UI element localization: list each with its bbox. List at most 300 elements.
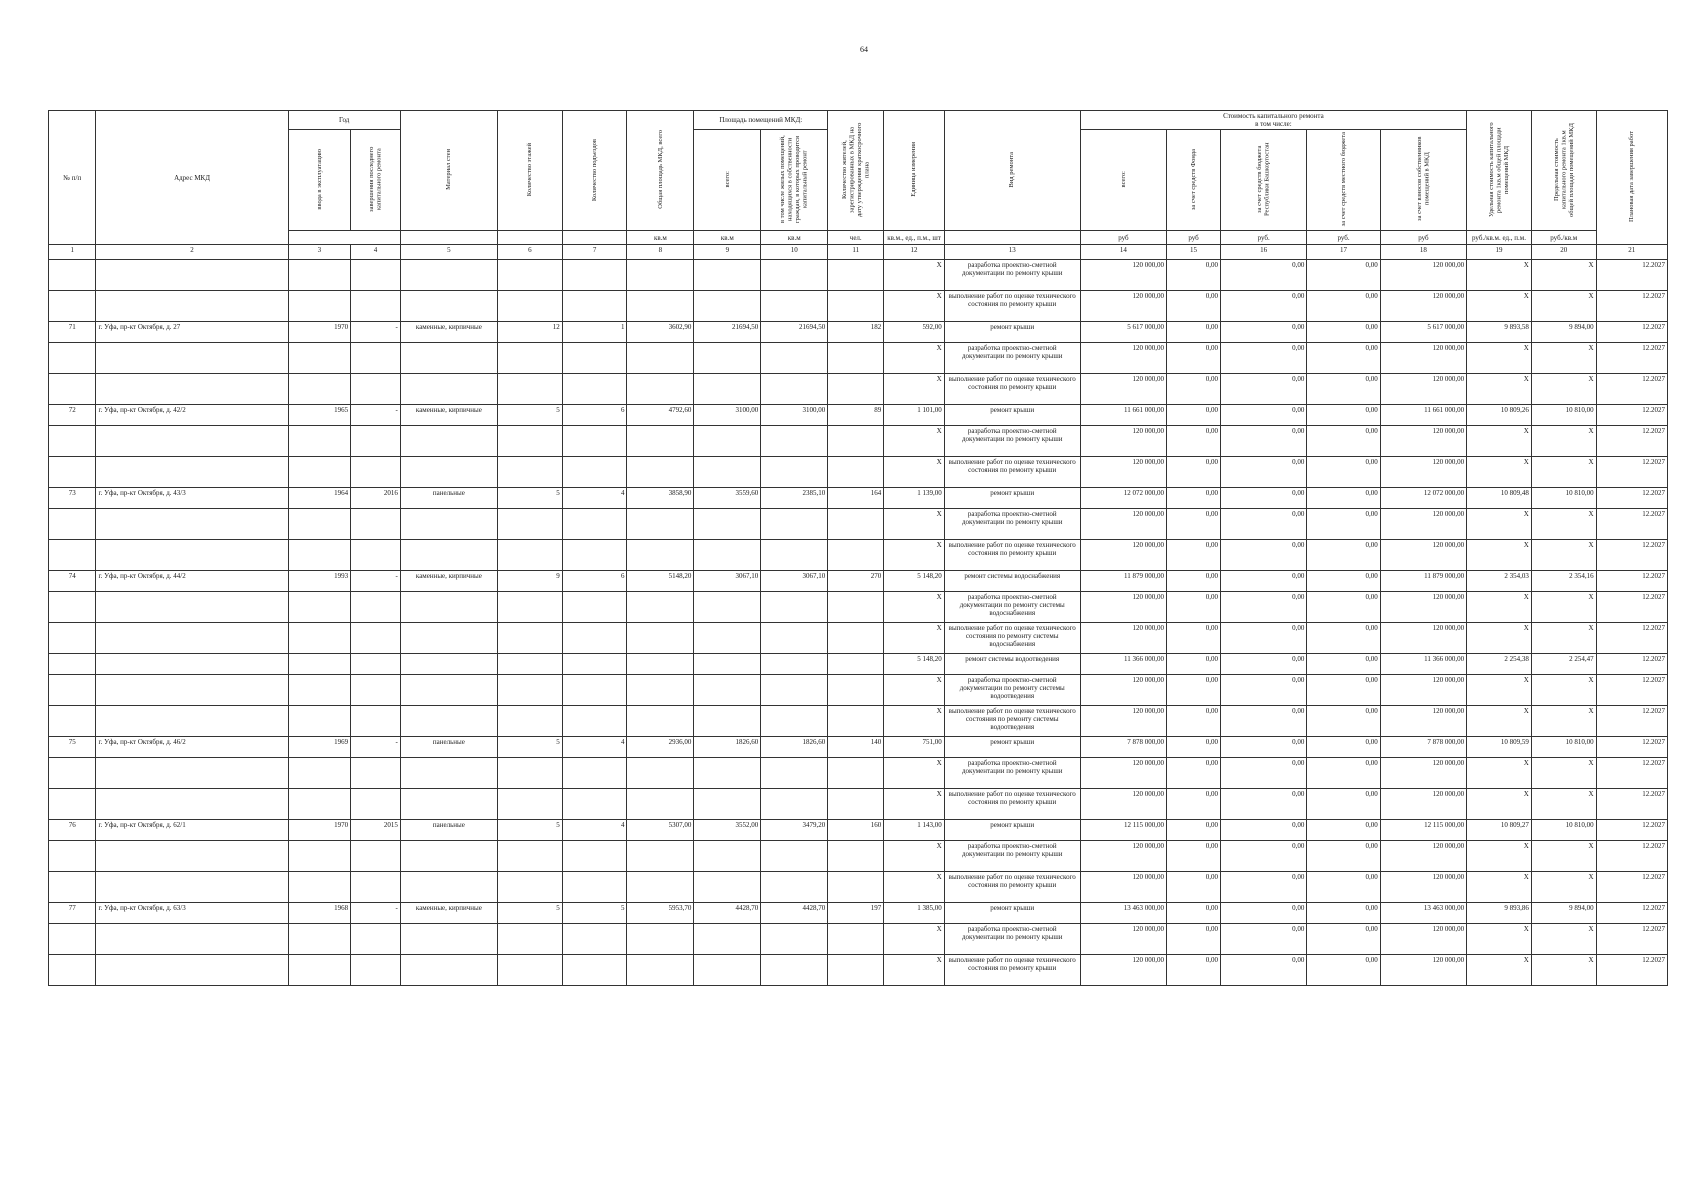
- row-work-type: разработка проектно-сметной документации по ремонту крыши: [944, 758, 1080, 789]
- row-area-all: 3067,10: [694, 571, 761, 592]
- row-specific-cost: X: [1467, 841, 1532, 872]
- row-total-area: [627, 789, 694, 820]
- table-row: [49, 260, 1668, 291]
- row-cost-owners: 11 366 000,00: [1380, 654, 1466, 675]
- row-deadline: 12.2027: [1596, 322, 1667, 343]
- row-deadline: 12.2027: [1596, 737, 1667, 758]
- row-cost-republic: 0,00: [1221, 820, 1307, 841]
- row-residents: [828, 841, 884, 872]
- row-entrances: [562, 675, 627, 706]
- row-num: [49, 872, 96, 903]
- row-deadline: 12.2027: [1596, 374, 1667, 405]
- row-cost-republic: 0,00: [1221, 841, 1307, 872]
- row-max-cost: X: [1531, 426, 1596, 457]
- row-cost-total: 11 879 000,00: [1080, 571, 1166, 592]
- row-num: [49, 841, 96, 872]
- row-unit: X: [884, 260, 944, 291]
- row-max-cost: 10 810,00: [1531, 737, 1596, 758]
- row-max-cost: X: [1531, 758, 1596, 789]
- row-work-type: ремонт крыши: [944, 820, 1080, 841]
- row-total-area: [627, 260, 694, 291]
- row-specific-cost: 9 893,86: [1467, 903, 1532, 924]
- row-year-built: [288, 509, 351, 540]
- row-year-last-repair: [351, 789, 401, 820]
- row-deadline: 12.2027: [1596, 841, 1667, 872]
- row-entrances: [562, 872, 627, 903]
- row-specific-cost: 10 809,59: [1467, 737, 1532, 758]
- table-row: [49, 737, 1668, 758]
- row-max-cost: X: [1531, 592, 1596, 623]
- header-entrances: Количество подъездов: [562, 111, 627, 231]
- row-work-type: выполнение работ по оценке технического состояния по ремонту крыши: [944, 540, 1080, 571]
- row-residents: 140: [828, 737, 884, 758]
- row-area-res: [761, 426, 828, 457]
- row-cost-total: 120 000,00: [1080, 592, 1166, 623]
- row-year-built: [288, 789, 351, 820]
- row-residents: [828, 457, 884, 488]
- row-unit: X: [884, 426, 944, 457]
- row-unit: 1 385,00: [884, 903, 944, 924]
- column-number: 15: [1167, 245, 1221, 260]
- row-cost-republic: 0,00: [1221, 706, 1307, 737]
- row-max-cost: X: [1531, 457, 1596, 488]
- header-address: Адрес МКД: [96, 111, 288, 245]
- row-year-last-repair: [351, 291, 401, 322]
- row-cost-fund: 0,00: [1167, 924, 1221, 955]
- header-wall-material: Материал стен: [400, 111, 497, 231]
- row-year-built: [288, 260, 351, 291]
- row-year-built: 1965: [288, 405, 351, 426]
- row-unit: X: [884, 758, 944, 789]
- row-specific-cost: X: [1467, 789, 1532, 820]
- row-unit: X: [884, 592, 944, 623]
- row-area-res: [761, 540, 828, 571]
- row-total-area: [627, 758, 694, 789]
- row-entrances: 5: [562, 903, 627, 924]
- row-cost-fund: 0,00: [1167, 737, 1221, 758]
- row-year-last-repair: [351, 841, 401, 872]
- row-specific-cost: X: [1467, 457, 1532, 488]
- row-cost-total: 13 463 000,00: [1080, 903, 1166, 924]
- row-deadline: 12.2027: [1596, 654, 1667, 675]
- row-cost-owners: 11 661 000,00: [1380, 405, 1466, 426]
- row-cost-owners: 120 000,00: [1380, 924, 1466, 955]
- row-area-res: [761, 706, 828, 737]
- unit-max-cost: руб./кв.м: [1531, 231, 1596, 245]
- row-cost-fund: 0,00: [1167, 789, 1221, 820]
- row-unit: X: [884, 623, 944, 654]
- row-cost-fund: 0,00: [1167, 955, 1221, 986]
- row-cost-total: 120 000,00: [1080, 291, 1166, 322]
- row-deadline: 12.2027: [1596, 540, 1667, 571]
- row-cost-republic: 0,00: [1221, 955, 1307, 986]
- row-work-type: ремонт системы водоотведения: [944, 654, 1080, 675]
- table-row: [49, 571, 1668, 592]
- row-max-cost: X: [1531, 841, 1596, 872]
- row-unit: X: [884, 343, 944, 374]
- row-specific-cost: 10 809,48: [1467, 488, 1532, 509]
- unit-residents: чел.: [828, 231, 884, 245]
- row-area-all: [694, 924, 761, 955]
- row-entrances: [562, 758, 627, 789]
- row-cost-fund: 0,00: [1167, 654, 1221, 675]
- row-area-all: [694, 872, 761, 903]
- row-cost-local: 0,00: [1307, 789, 1380, 820]
- row-cost-republic: 0,00: [1221, 924, 1307, 955]
- row-address: г. Уфа, пр-кт Октября, д. 63/3: [96, 903, 288, 924]
- row-total-area: [627, 426, 694, 457]
- row-cost-fund: 0,00: [1167, 405, 1221, 426]
- row-cost-republic: 0,00: [1221, 374, 1307, 405]
- row-total-area: 5307,00: [627, 820, 694, 841]
- row-floors: [497, 343, 562, 374]
- unit-cost-local: руб.: [1307, 231, 1380, 245]
- row-year-last-repair: [351, 758, 401, 789]
- row-area-res: [761, 675, 828, 706]
- row-area-all: 1826,60: [694, 737, 761, 758]
- row-unit: X: [884, 374, 944, 405]
- row-max-cost: X: [1531, 291, 1596, 322]
- row-total-area: [627, 675, 694, 706]
- row-cost-owners: 120 000,00: [1380, 426, 1466, 457]
- row-work-type: выполнение работ по оценке технического состояния по ремонту системы водоснабжения: [944, 623, 1080, 654]
- row-cost-fund: 0,00: [1167, 592, 1221, 623]
- table-row: [49, 675, 1668, 706]
- row-area-res: 1826,60: [761, 737, 828, 758]
- header-specific-cost: Удельная стоимость капитального ремонта 1кв.м общей площади помещений МКД: [1467, 111, 1532, 231]
- row-entrances: [562, 706, 627, 737]
- row-residents: [828, 343, 884, 374]
- row-deadline: 12.2027: [1596, 488, 1667, 509]
- row-deadline: 12.2027: [1596, 820, 1667, 841]
- row-cost-republic: 0,00: [1221, 592, 1307, 623]
- row-residents: 160: [828, 820, 884, 841]
- row-material: [400, 343, 497, 374]
- row-material: [400, 789, 497, 820]
- page-number: 64: [860, 45, 868, 54]
- row-specific-cost: X: [1467, 758, 1532, 789]
- row-cost-republic: 0,00: [1221, 872, 1307, 903]
- row-cost-fund: 0,00: [1167, 820, 1221, 841]
- row-num: [49, 291, 96, 322]
- row-area-res: [761, 955, 828, 986]
- row-work-type: выполнение работ по оценке технического состояния по ремонту крыши: [944, 457, 1080, 488]
- row-cost-owners: 120 000,00: [1380, 841, 1466, 872]
- unit-cost-fund: руб: [1167, 231, 1221, 245]
- row-floors: [497, 592, 562, 623]
- row-address: [96, 509, 288, 540]
- row-entrances: 4: [562, 820, 627, 841]
- row-floors: [497, 924, 562, 955]
- row-total-area: [627, 291, 694, 322]
- row-cost-total: 120 000,00: [1080, 343, 1166, 374]
- row-specific-cost: X: [1467, 374, 1532, 405]
- row-year-last-repair: [351, 675, 401, 706]
- header-cost-owners: за счет взносов собственников помещений в МКД: [1380, 130, 1466, 231]
- row-max-cost: 10 810,00: [1531, 405, 1596, 426]
- row-year-built: [288, 540, 351, 571]
- row-residents: [828, 758, 884, 789]
- row-area-res: [761, 654, 828, 675]
- header-num: № п/п: [49, 111, 96, 245]
- table-row: [49, 488, 1668, 509]
- row-cost-total: 7 878 000,00: [1080, 737, 1166, 758]
- unit-area-all: кв.м: [694, 231, 761, 245]
- row-deadline: 12.2027: [1596, 758, 1667, 789]
- row-material: [400, 260, 497, 291]
- row-num: [49, 654, 96, 675]
- row-cost-total: 120 000,00: [1080, 457, 1166, 488]
- row-year-built: [288, 675, 351, 706]
- row-address: [96, 343, 288, 374]
- row-area-all: [694, 540, 761, 571]
- table-row: [49, 291, 1668, 322]
- row-year-last-repair: -: [351, 571, 401, 592]
- row-num: [49, 540, 96, 571]
- row-residents: [828, 374, 884, 405]
- row-specific-cost: X: [1467, 509, 1532, 540]
- row-year-built: 1968: [288, 903, 351, 924]
- header-premises-area: Площадь помещений МКД:: [694, 111, 828, 130]
- row-address: [96, 789, 288, 820]
- row-cost-owners: 120 000,00: [1380, 374, 1466, 405]
- row-material: каменные, кирпичные: [400, 903, 497, 924]
- row-max-cost: X: [1531, 374, 1596, 405]
- row-entrances: [562, 955, 627, 986]
- row-cost-local: 0,00: [1307, 571, 1380, 592]
- row-specific-cost: X: [1467, 872, 1532, 903]
- row-num: [49, 426, 96, 457]
- row-unit: X: [884, 924, 944, 955]
- row-max-cost: 2 254,47: [1531, 654, 1596, 675]
- row-cost-fund: 0,00: [1167, 540, 1221, 571]
- row-specific-cost: 10 809,26: [1467, 405, 1532, 426]
- row-year-built: [288, 374, 351, 405]
- row-entrances: [562, 841, 627, 872]
- row-unit: X: [884, 291, 944, 322]
- row-specific-cost: X: [1467, 592, 1532, 623]
- row-year-last-repair: 2016: [351, 488, 401, 509]
- row-cost-owners: 120 000,00: [1380, 706, 1466, 737]
- row-material: [400, 654, 497, 675]
- row-cost-total: 120 000,00: [1080, 540, 1166, 571]
- row-residents: [828, 955, 884, 986]
- header-cost-total: всего:: [1080, 130, 1166, 231]
- row-cost-fund: 0,00: [1167, 426, 1221, 457]
- row-deadline: 12.2027: [1596, 457, 1667, 488]
- row-area-all: [694, 675, 761, 706]
- row-deadline: 12.2027: [1596, 789, 1667, 820]
- row-cost-republic: 0,00: [1221, 540, 1307, 571]
- column-number: 3: [288, 245, 351, 260]
- table-row: [49, 789, 1668, 820]
- row-floors: 5: [497, 737, 562, 758]
- row-cost-local: 0,00: [1307, 758, 1380, 789]
- row-cost-local: 0,00: [1307, 872, 1380, 903]
- row-total-area: [627, 924, 694, 955]
- row-cost-republic: 0,00: [1221, 758, 1307, 789]
- table-row: [49, 924, 1668, 955]
- table-row: [49, 841, 1668, 872]
- row-num: [49, 374, 96, 405]
- row-entrances: 6: [562, 405, 627, 426]
- row-deadline: 12.2027: [1596, 903, 1667, 924]
- row-area-all: [694, 706, 761, 737]
- row-cost-republic: 0,00: [1221, 675, 1307, 706]
- row-cost-local: 0,00: [1307, 540, 1380, 571]
- table-row: [49, 509, 1668, 540]
- row-unit: X: [884, 457, 944, 488]
- row-entrances: [562, 457, 627, 488]
- row-residents: [828, 706, 884, 737]
- row-material: [400, 509, 497, 540]
- row-area-all: [694, 260, 761, 291]
- row-cost-total: 120 000,00: [1080, 374, 1166, 405]
- row-area-all: 3552,00: [694, 820, 761, 841]
- row-material: панельные: [400, 820, 497, 841]
- row-address: г. Уфа, пр-кт Октября, д. 42/2: [96, 405, 288, 426]
- header-year-built: ввода в эксплуатацию: [288, 130, 351, 231]
- row-entrances: [562, 789, 627, 820]
- row-work-type: выполнение работ по оценке технического состояния по ремонту системы водоотведения: [944, 706, 1080, 737]
- column-number: 10: [761, 245, 828, 260]
- table-row: [49, 758, 1668, 789]
- row-cost-republic: 0,00: [1221, 405, 1307, 426]
- row-area-res: 3100,00: [761, 405, 828, 426]
- row-cost-owners: 120 000,00: [1380, 457, 1466, 488]
- row-unit: X: [884, 789, 944, 820]
- row-address: г. Уфа, пр-кт Октября, д. 27: [96, 322, 288, 343]
- row-material: [400, 623, 497, 654]
- header-cost-fund: за счет средств Фонда: [1167, 130, 1221, 231]
- row-year-built: 1964: [288, 488, 351, 509]
- row-year-built: [288, 841, 351, 872]
- row-area-res: [761, 291, 828, 322]
- row-residents: [828, 260, 884, 291]
- row-residents: [828, 675, 884, 706]
- row-area-all: 3559,60: [694, 488, 761, 509]
- row-floors: [497, 457, 562, 488]
- row-cost-republic: 0,00: [1221, 343, 1307, 374]
- row-floors: [497, 291, 562, 322]
- row-residents: [828, 623, 884, 654]
- column-number: 21: [1596, 245, 1667, 260]
- row-material: [400, 955, 497, 986]
- row-year-built: [288, 654, 351, 675]
- unit-cost-owners: руб: [1380, 231, 1466, 245]
- row-residents: [828, 426, 884, 457]
- row-entrances: [562, 374, 627, 405]
- row-work-type: ремонт крыши: [944, 903, 1080, 924]
- row-num: [49, 509, 96, 540]
- row-unit: 1 143,00: [884, 820, 944, 841]
- row-entrances: 6: [562, 571, 627, 592]
- row-floors: [497, 260, 562, 291]
- row-area-all: [694, 789, 761, 820]
- row-address: г. Уфа, пр-кт Октября, д. 44/2: [96, 571, 288, 592]
- row-area-res: [761, 924, 828, 955]
- row-residents: [828, 291, 884, 322]
- row-area-res: [761, 592, 828, 623]
- row-cost-owners: 120 000,00: [1380, 872, 1466, 903]
- row-area-all: [694, 955, 761, 986]
- table-body: [49, 245, 1668, 986]
- column-number: 17: [1307, 245, 1380, 260]
- row-total-area: 4792,60: [627, 405, 694, 426]
- row-cost-local: 0,00: [1307, 706, 1380, 737]
- row-max-cost: X: [1531, 955, 1596, 986]
- row-address: [96, 955, 288, 986]
- row-year-built: [288, 758, 351, 789]
- row-cost-total: 120 000,00: [1080, 509, 1166, 540]
- row-cost-local: 0,00: [1307, 955, 1380, 986]
- header-residents: Количество жителей, зарегистрированных в МКД на дату утверждения краткосрочного плана: [828, 111, 884, 231]
- row-material: каменные, кирпичные: [400, 405, 497, 426]
- row-max-cost: 9 894,00: [1531, 903, 1596, 924]
- row-material: [400, 291, 497, 322]
- row-num: [49, 260, 96, 291]
- row-max-cost: X: [1531, 789, 1596, 820]
- row-cost-republic: 0,00: [1221, 789, 1307, 820]
- row-cost-owners: 11 879 000,00: [1380, 571, 1466, 592]
- row-cost-local: 0,00: [1307, 322, 1380, 343]
- row-cost-local: 0,00: [1307, 737, 1380, 758]
- row-work-type: выполнение работ по оценке технического состояния по ремонту крыши: [944, 789, 1080, 820]
- row-area-res: 4428,70: [761, 903, 828, 924]
- row-residents: 164: [828, 488, 884, 509]
- table-row: [49, 540, 1668, 571]
- row-unit: 5 148,20: [884, 654, 944, 675]
- row-deadline: 12.2027: [1596, 706, 1667, 737]
- row-address: [96, 374, 288, 405]
- row-area-res: [761, 374, 828, 405]
- row-total-area: [627, 540, 694, 571]
- row-cost-republic: 0,00: [1221, 571, 1307, 592]
- row-entrances: [562, 343, 627, 374]
- column-number: 18: [1380, 245, 1466, 260]
- row-deadline: 12.2027: [1596, 872, 1667, 903]
- row-area-all: [694, 374, 761, 405]
- row-cost-fund: 0,00: [1167, 675, 1221, 706]
- row-cost-total: 120 000,00: [1080, 758, 1166, 789]
- row-year-last-repair: [351, 540, 401, 571]
- row-floors: [497, 675, 562, 706]
- row-address: г. Уфа, пр-кт Октября, д. 43/3: [96, 488, 288, 509]
- row-address: [96, 260, 288, 291]
- row-total-area: [627, 841, 694, 872]
- row-specific-cost: 2 254,38: [1467, 654, 1532, 675]
- row-specific-cost: X: [1467, 955, 1532, 986]
- table-row: [49, 623, 1668, 654]
- row-work-type: выполнение работ по оценке технического состояния по ремонту крыши: [944, 374, 1080, 405]
- row-area-all: [694, 592, 761, 623]
- row-deadline: 12.2027: [1596, 509, 1667, 540]
- row-total-area: [627, 343, 694, 374]
- unit-cost-total: руб: [1080, 231, 1166, 245]
- row-address: г. Уфа, пр-кт Октября, д. 62/1: [96, 820, 288, 841]
- row-material: [400, 924, 497, 955]
- row-unit: 1 139,00: [884, 488, 944, 509]
- row-work-type: разработка проектно-сметной документации по ремонту крыши: [944, 260, 1080, 291]
- row-work-type: разработка проектно-сметной документации по ремонту крыши: [944, 509, 1080, 540]
- row-unit: X: [884, 872, 944, 903]
- row-total-area: 5148,20: [627, 571, 694, 592]
- column-number: 11: [828, 245, 884, 260]
- row-residents: [828, 540, 884, 571]
- row-cost-owners: 120 000,00: [1380, 592, 1466, 623]
- row-cost-total: 120 000,00: [1080, 841, 1166, 872]
- row-cost-owners: 12 115 000,00: [1380, 820, 1466, 841]
